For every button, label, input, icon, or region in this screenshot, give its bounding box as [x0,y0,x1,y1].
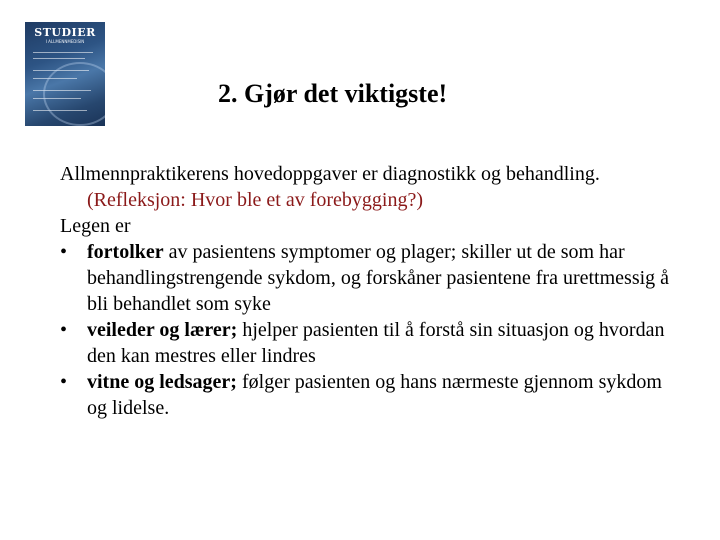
bullet-bold-term: veileder og lærer; [87,319,238,341]
bullet-bold-term: fortolker [87,241,164,263]
intro-main-text: Allmennpraktikerens hovedoppgaver er diagnostikk og behandling. [60,163,600,185]
reflection-text: (Refleksjon: Hvor ble et av forebygging?) [87,189,424,211]
bullet-icon: • [60,241,68,263]
legend-line: Legen er [60,215,131,237]
book-cover-image [25,22,105,126]
bullet-bold-term: vitne og ledsager; [87,371,237,393]
bullet-icon: • [60,319,68,341]
cover-swoosh-graphic [43,62,105,126]
slide-title: 2. Gjør det viktigste! [218,79,448,108]
intro-paragraph [60,161,680,213]
slide-content [60,161,680,421]
bullet-text: av pasientens symptomer og plager; skiller ut de som har behandlingstrengende sykdom, og forskåner pasientene fra urettmessig å bli behandlet som syke [87,241,670,315]
cover-title: STUDIER [34,26,96,39]
bullet-item-veileder [60,317,680,369]
cover-text-line [33,52,93,53]
bullet-item-fortolker [60,239,680,317]
bullet-text: hjelper pasienten til å forstå sin situasjon og hvordan den kan mestres eller lindres [87,319,665,367]
cover-subtitle: I ALLMENNMEDISIN [45,39,85,44]
cover-text-line [33,58,85,59]
role-bullet-list [60,239,680,421]
bullet-icon: • [60,371,68,393]
bullet-text: følger pasienten og hans nærmeste gjennom sykdom og lidelse. [87,371,662,419]
bullet-item-vitne [60,369,680,421]
